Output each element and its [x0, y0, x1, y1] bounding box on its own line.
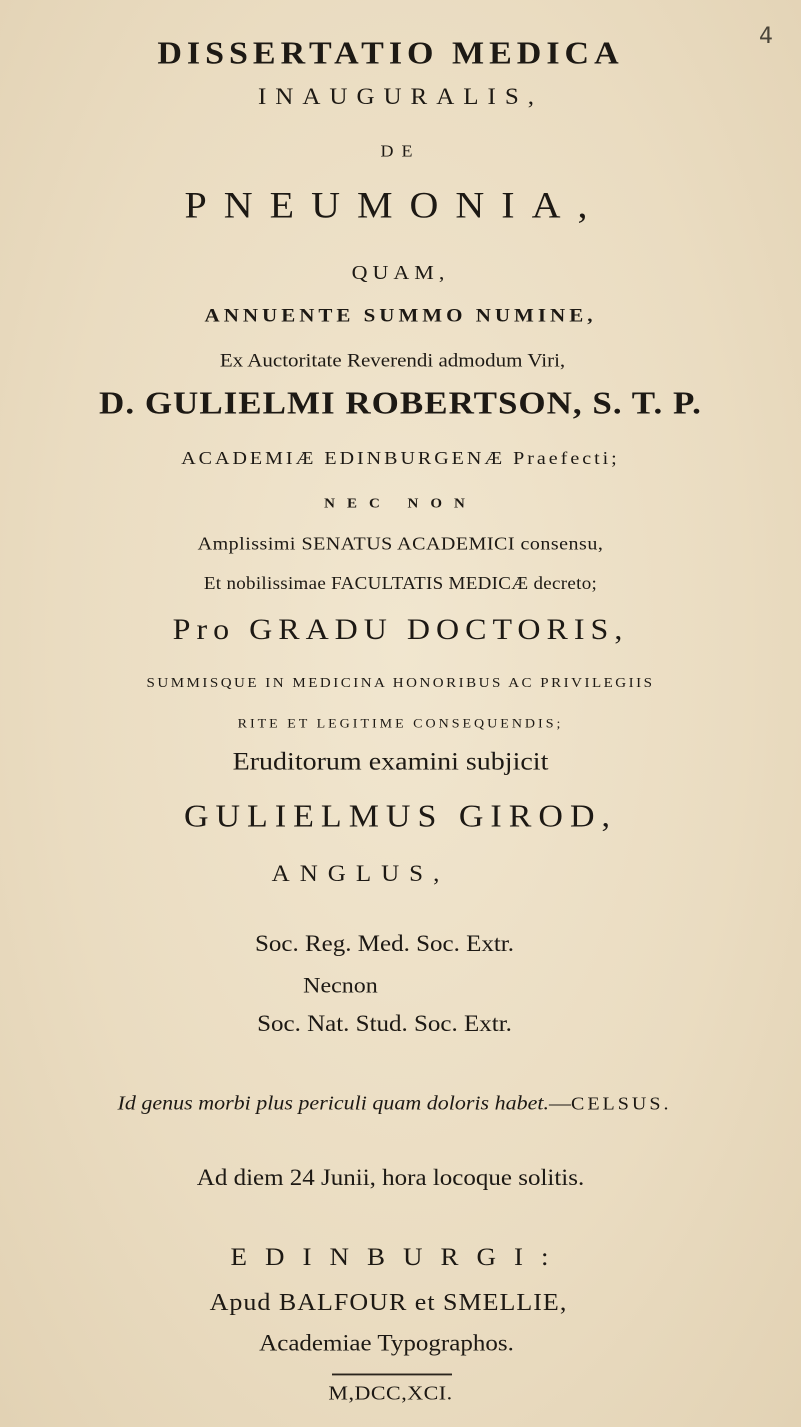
de-line: DE	[380, 141, 421, 161]
epigraph-source: CELSUS.	[570, 1093, 672, 1114]
quam-line: QUAM,	[351, 260, 450, 284]
defense-date-line: Ad diem 24 Junii, hora locoque solitis.	[196, 1165, 585, 1191]
imprint-rule	[332, 1374, 452, 1376]
society-line-1: Soc. Reg. Med. Soc. Extr.	[254, 931, 514, 957]
subject-title: PNEUMONIA,	[184, 184, 605, 226]
imprint-city: EDINBURGI:	[230, 1242, 567, 1271]
nec-non-line: NEC NON	[324, 496, 477, 511]
imprint-printer: Apud BALFOUR et SMELLIE,	[209, 1288, 568, 1316]
summisque-line: SUMMISQUE IN MEDICINA HONORIBUS AC PRIVILEGIIS	[146, 675, 655, 691]
inauguralis-line: INAUGURALIS,	[257, 84, 544, 110]
rite-line: RITE ET LEGITIME CONSEQUENDIS;	[237, 717, 564, 731]
author-nation: ANGLUS,	[271, 861, 450, 887]
senatus-line: Amplissimi SENATUS ACADEMICI consensu,	[197, 533, 604, 555]
facultatis-line: Et nobilissimae FACULTATIS MEDICÆ decreto;	[203, 574, 598, 594]
folio-number: 4	[759, 24, 773, 49]
imprint-role: Academiae Typographos.	[259, 1331, 514, 1357]
epigraph-quote: Id genus morbi plus periculi quam doloris habet.	[117, 1090, 549, 1114]
epigraph	[0, 1091, 795, 1115]
dissertation-heading: DISSERTATIO MEDICA	[157, 36, 624, 71]
pro-gradu-line: Pro GRADU DOCTORIS,	[172, 612, 629, 646]
epigraph-dash: —	[548, 1090, 571, 1114]
imprint-year: M,DCC,XCI.	[328, 1380, 453, 1404]
annuente-line: ANNUENTE SUMMO NUMINE,	[204, 303, 597, 326]
principal-name: D. GULIELMI ROBERTSON, S. T. P.	[99, 384, 702, 421]
eruditorum-line: Eruditorum examini subjicit	[232, 747, 549, 777]
author-name: GULIELMUS GIROD,	[183, 800, 618, 835]
necnon-line: Necnon	[303, 973, 378, 998]
auctoritate-line: Ex Auctoritate Reverendi admodum Viri,	[219, 348, 566, 372]
society-line-2: Soc. Nat. Stud. Soc. Extr.	[257, 1011, 512, 1037]
academiae-line: ACADEMIÆ EDINBURGENÆ Praefecti;	[181, 448, 620, 469]
